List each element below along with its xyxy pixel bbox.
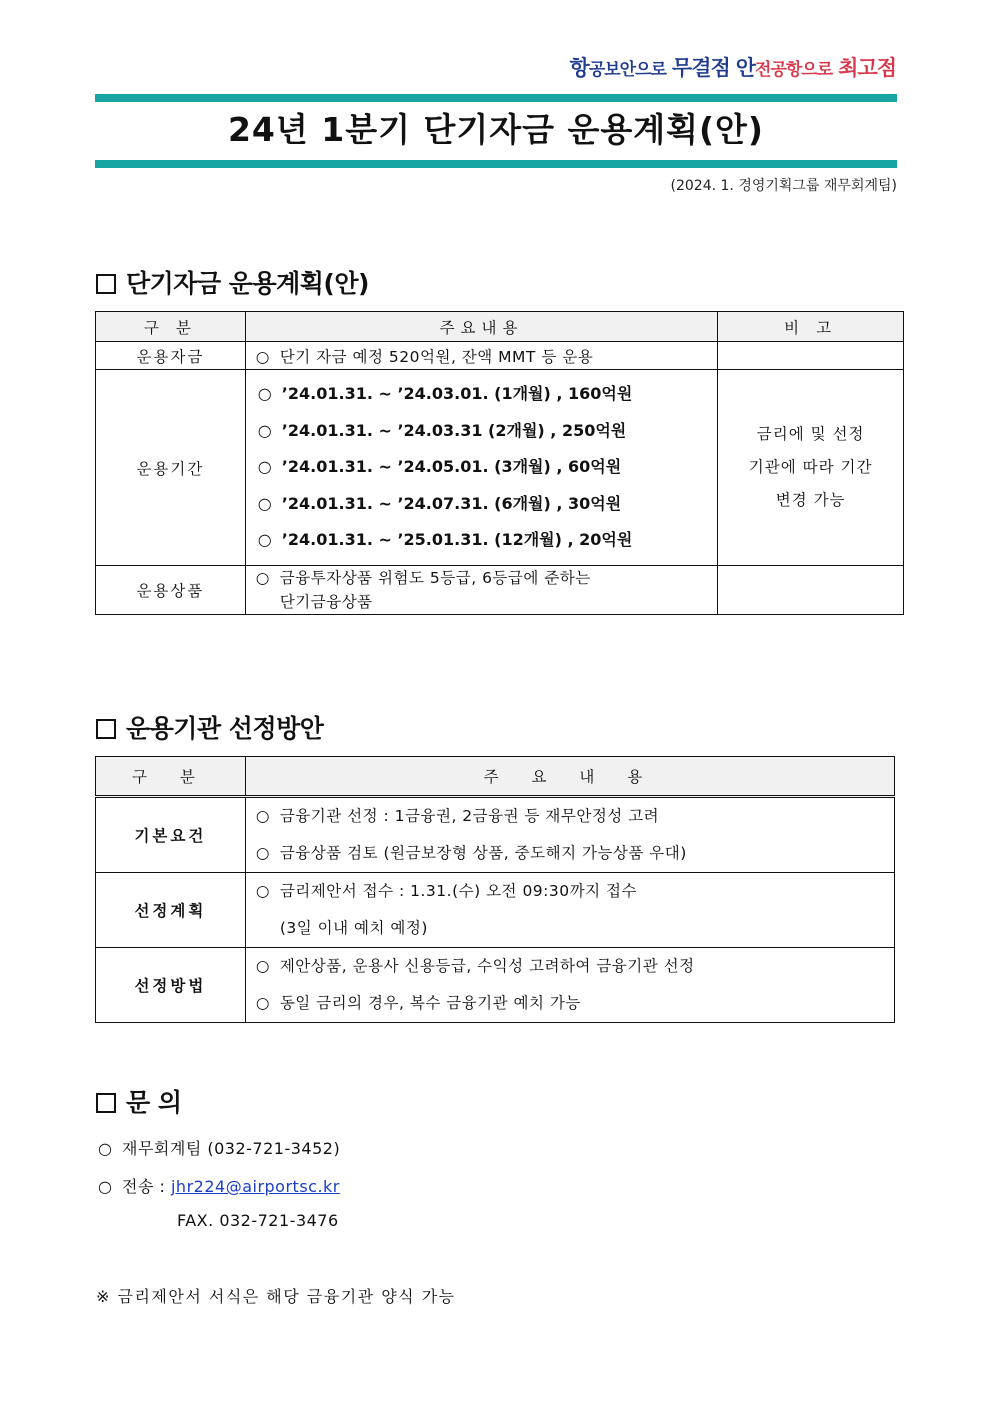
period-item-text: ’24.01.31. ~ ’25.01.31. (12개월) , 20억원 bbox=[281, 530, 633, 550]
bullet-icon: ○ bbox=[255, 569, 270, 587]
slogan-part1-small: 공보안으로 bbox=[588, 60, 666, 80]
row-content-requirements bbox=[245, 797, 894, 873]
title-bar-top bbox=[95, 94, 897, 102]
bullet-icon: ○ bbox=[255, 844, 270, 862]
slogan-part2-big: 안 bbox=[735, 55, 756, 80]
table-row bbox=[96, 873, 895, 948]
checkbox-square-icon bbox=[96, 1093, 116, 1113]
section1-heading bbox=[96, 264, 369, 300]
bullet-icon: ○ bbox=[255, 807, 270, 825]
product-line bbox=[256, 566, 717, 590]
header-category: 구 분 bbox=[96, 757, 246, 797]
section1-heading-text: 단기자금 운용계획(안) bbox=[126, 269, 369, 298]
table-row bbox=[96, 797, 895, 873]
bullet-icon: ○ bbox=[98, 1139, 113, 1158]
period-note-line: 기관에 따라 기간 bbox=[748, 458, 873, 476]
requirement-text: 금융상품 검토 (원금보장형 상품, 중도해지 가능상품 우대) bbox=[279, 844, 687, 862]
row-label-fund: 운용자금 bbox=[96, 342, 246, 370]
schedule-text: 금리제안서 접수 : 1.31.(수) 오전 09:30까지 접수 bbox=[279, 882, 637, 900]
row-content-period bbox=[245, 370, 717, 566]
checkbox-square-icon bbox=[96, 719, 116, 739]
row-content-fund bbox=[245, 342, 717, 370]
footnote: ※ 금리제안서 서식은 해당 금융기관 양식 가능 bbox=[96, 1287, 456, 1306]
period-item bbox=[256, 413, 717, 450]
method-line bbox=[256, 948, 894, 985]
row-label-schedule: 선정계획 bbox=[96, 873, 246, 948]
row-content-product bbox=[245, 566, 717, 615]
table-row bbox=[96, 948, 895, 1023]
contact-email bbox=[98, 1174, 340, 1197]
period-note-line: 변경 가능 bbox=[775, 491, 846, 509]
period-item-text: ’24.01.31. ~ ’24.03.01. (1개월) , 160억원 bbox=[281, 384, 633, 404]
contact-team-text: 재무회계팀 (032-721-3452) bbox=[122, 1139, 341, 1158]
slogan-part1-big: 항 bbox=[569, 55, 589, 80]
header-content: 주요내용 bbox=[245, 312, 717, 342]
period-item bbox=[256, 522, 717, 559]
page-title: 24년 1분기 단기자금 운용계획(안) bbox=[227, 110, 765, 149]
schedule-line bbox=[256, 873, 894, 910]
bullet-icon: ○ bbox=[255, 347, 270, 366]
header-category: 구 분 bbox=[96, 312, 246, 342]
schedule-line: (3일 이내 예치 예정) bbox=[279, 919, 428, 937]
fund-plan-table bbox=[95, 311, 904, 615]
bullet-icon: ○ bbox=[255, 882, 270, 900]
bullet-icon: ○ bbox=[255, 994, 270, 1012]
table-row bbox=[96, 566, 904, 615]
section2-heading bbox=[96, 709, 323, 745]
bullet-icon: ○ bbox=[257, 530, 272, 550]
method-line bbox=[256, 985, 894, 1022]
product-line: 단기금융상품 bbox=[279, 593, 373, 611]
title-bar-bottom bbox=[95, 160, 897, 168]
bullet-icon: ○ bbox=[257, 457, 272, 477]
requirement-line bbox=[256, 798, 894, 835]
method-text: 제안상품, 운용사 신용등급, 수익성 고려하여 금융기관 선정 bbox=[279, 957, 695, 975]
section3-heading bbox=[96, 1083, 182, 1119]
period-item-text: ’24.01.31. ~ ’24.03.31 (2개월) , 250억원 bbox=[281, 420, 627, 440]
period-item bbox=[256, 486, 717, 523]
section3-heading-text: 문 의 bbox=[126, 1088, 182, 1117]
bullet-icon: ○ bbox=[257, 384, 272, 404]
table-header-row bbox=[96, 312, 904, 342]
row-label-method: 선정방법 bbox=[96, 948, 246, 1023]
period-item bbox=[256, 376, 717, 413]
row-label-period: 운용기간 bbox=[96, 370, 246, 566]
fund-content-text: 단기 자금 예정 520억원, 잔액 MMT 등 운용 bbox=[279, 347, 594, 366]
section2-heading-text: 운용기관 선정방안 bbox=[126, 714, 324, 743]
product-line-text: 금융투자상품 위험도 5등급, 6등급에 준하는 bbox=[279, 569, 591, 587]
header-note: 비 고 bbox=[718, 312, 904, 342]
slogan bbox=[570, 52, 896, 82]
row-note-fund bbox=[718, 342, 904, 370]
contact-team bbox=[98, 1136, 340, 1159]
selection-plan-table bbox=[95, 756, 895, 1023]
row-label-requirements: 기본요건 bbox=[96, 797, 246, 873]
row-note-period bbox=[718, 370, 904, 566]
period-item bbox=[256, 449, 717, 486]
requirement-text: 금융기관 선정 : 1금융권, 2금융권 등 재무안정성 고려 bbox=[279, 807, 660, 825]
row-label-product: 운용상품 bbox=[96, 566, 246, 615]
bullet-icon: ○ bbox=[257, 493, 272, 513]
requirement-line bbox=[256, 835, 894, 872]
header-content: 주 요 내 용 bbox=[245, 757, 894, 797]
slogan-part2-accent: 최고점 bbox=[838, 55, 896, 80]
contact-fax: FAX. 032-721-3476 bbox=[177, 1211, 339, 1230]
row-note-product bbox=[718, 566, 904, 615]
row-content-method bbox=[245, 948, 894, 1023]
checkbox-square-icon bbox=[96, 274, 116, 294]
row-content-schedule bbox=[245, 873, 894, 948]
period-item-text: ’24.01.31. ~ ’24.05.01. (3개월) , 60억원 bbox=[281, 457, 622, 477]
bullet-icon: ○ bbox=[98, 1177, 113, 1196]
page-subtitle: (2024. 1. 경영기획그룹 재무회계팀) bbox=[670, 178, 897, 194]
email-link[interactable]: jhr224@airportsc.kr bbox=[170, 1177, 340, 1196]
period-item-text: ’24.01.31. ~ ’24.07.31. (6개월) , 30억원 bbox=[281, 493, 622, 513]
method-text: 동일 금리의 경우, 복수 금융기관 예치 가능 bbox=[279, 994, 581, 1012]
email-label: 전송 : bbox=[122, 1177, 166, 1196]
bullet-icon: ○ bbox=[255, 957, 270, 975]
table-row bbox=[96, 370, 904, 566]
table-row bbox=[96, 342, 904, 370]
table-header-row bbox=[96, 757, 895, 797]
slogan-part1-accent: 무결점 bbox=[671, 55, 730, 80]
period-note-line: 금리에 및 선정 bbox=[756, 425, 865, 443]
slogan-part2-small: 전공항으로 bbox=[755, 60, 833, 80]
bullet-icon: ○ bbox=[257, 420, 272, 440]
